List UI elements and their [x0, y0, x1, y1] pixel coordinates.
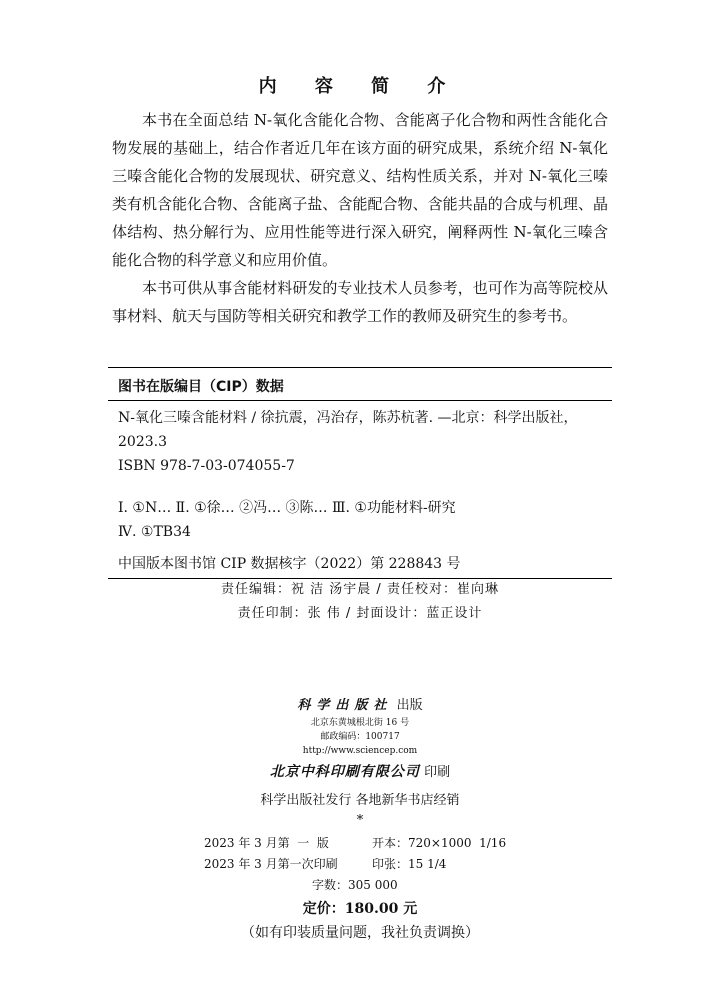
page-title: 内 容 简 介	[258, 76, 462, 97]
cip-isbn: ISBN 978-7-03-074055-7	[118, 458, 295, 474]
printer-suffix: 印刷	[424, 765, 451, 780]
summary-paragraph-2: 本书可供从事含能材料研发的专业技术人员参考，也可作为高等院校从事材料、航天与国防等相关研究和教学工作的教师及研究生的参考书。	[112, 279, 608, 325]
cip-data-box	[108, 367, 612, 579]
editorial-credits	[0, 578, 720, 626]
publisher-suffix: 出版	[396, 698, 423, 713]
credit-line-2: 责任印制：张 伟 / 封面设计：蓝正设计	[237, 606, 483, 621]
separator-star: *	[356, 813, 364, 828]
publisher-url: http://www.sciencep.com	[302, 746, 418, 756]
sheets-info: 印张：15 1/4	[372, 857, 447, 871]
word-count: 字数：305 000	[312, 878, 398, 892]
book-summary	[112, 106, 608, 330]
cip-classification-2: Ⅳ. ①TB34	[118, 524, 191, 540]
publisher-address: 北京东黄城根北街 16 号	[310, 718, 410, 728]
credit-line-1: 责任编辑：祝 洁 汤宇晨 / 责任校对：崔向琳	[221, 582, 499, 597]
cip-heading: 图书在版编目（CIP）数据	[118, 379, 284, 395]
distribution-line: 科学出版社发行 各地新华书店经销	[260, 793, 460, 808]
cip-classification: Ⅰ. ①N… Ⅱ. ①徐… ②冯… ③陈… Ⅲ. ①功能材料-研究	[118, 500, 456, 516]
publisher-postcode: 邮政编码：100717	[320, 732, 400, 742]
publisher-name: 科学出版社	[297, 698, 393, 713]
format-info: 开本：720×1000 1/16	[372, 836, 507, 850]
cip-citation: N-氧化三嗪含能材料 / 徐抗震，冯治存，陈苏杭著. —北京：科学出版社，2023.3	[118, 410, 578, 450]
printer-name: 北京中科印刷有限公司	[269, 764, 420, 780]
price: 定价：180.00 元	[302, 901, 418, 917]
summary-paragraph-1: 本书在全面总结 N-氧化含能化合物、含能离子化合物和两性含能化合物发展的基础上，结合作者近几年在该方面的研究成果，系统介绍 N-氧化三嗪含能化合物的发展现状、研究意义、结构性质关系，并对 N-氧化三嗪类有机含能化合物、含能离子盐、含能配合物、含能共晶的合成与机理、晶体结构、热分解行为、应用性能等进行深入研究，阐释两性 N-氧化三嗪含能化合物的科学意义和应用价值。	[112, 111, 608, 269]
printer-line	[0, 761, 720, 781]
cip-record-number: 中国版本图书馆 CIP 数据核字（2022）第 228843 号	[118, 556, 461, 572]
cip-divider	[108, 400, 612, 401]
edition-info: 2023 年 3 月第 一 版	[204, 836, 329, 850]
printing-info: 2023 年 3 月第一次印刷	[204, 857, 338, 871]
publisher-line	[0, 694, 720, 713]
quality-notice: （如有印装质量问题，我社负责调换）	[241, 925, 479, 941]
